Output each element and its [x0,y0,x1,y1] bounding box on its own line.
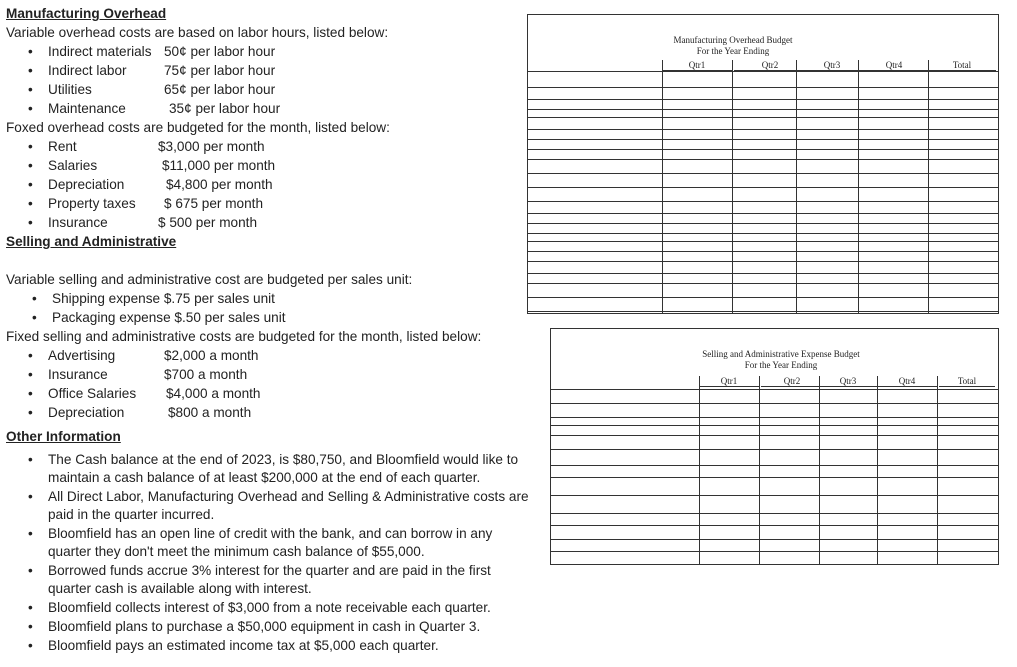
list-item: • Depreciation $800 a month [6,403,526,422]
sa-table-title: Selling and Administrative Expense Budget [702,349,860,359]
list-item: • Borrowed funds accrue 3% interest for the quarter and are paid in the first quarter cash is available along with interest. [6,562,531,598]
sa-col-qtr3: Qtr3 [819,376,877,387]
list-item: • The Cash balance at the end of 2023, is $80,750, and Bloomfield would like to maintain a cash balance of at least $200,000 at the end of each quarter. [6,451,531,487]
list-item: • Packaging expense $.50 per sales unit [6,308,526,327]
list-item: • Bloomfield pays an estimated income tax at $5,000 each quarter. [6,637,531,655]
sa-col-total: Total [939,376,995,387]
sa-grid-row-line [551,525,998,526]
mfg-table-subtitle: For the Year Ending [696,46,770,56]
other-info-heading: Other Information [6,429,121,444]
list-item: • Property taxes $ 675 per month [6,194,526,213]
sa-grid-row-line [551,403,998,404]
list-item: • Salaries $11,000 per month [6,156,526,175]
sa-grid-row-line [551,539,998,540]
sa-grid-row-line [551,435,998,436]
mfg-variable-list [6,42,526,118]
sa-grid-row-line [551,417,998,418]
mfg-fixed-list [6,137,526,232]
sa-fixed-intro: Fixed selling and administrative costs are budgeted for the month, listed below: [6,329,482,344]
other-info-list [6,451,531,655]
mfg-grid-col-line [732,60,733,313]
sa-grid-row-line [551,389,998,390]
mfg-col-qtr1: Qtr1 [662,60,732,71]
mfg-grid-col-line [858,60,859,313]
sa-grid-row-line [551,465,998,466]
sa-grid-col-line [877,376,878,564]
list-item: • Bloomfield has an open line of credit with the bank, and can borrow in any quarter they don't meet the minimum cash balance of $55,000. [6,525,531,561]
sa-grid-col-line [937,376,938,564]
list-item: • Utilities 65¢ per labor hour [6,80,526,99]
mfg-fixed-intro: Foxed overhead costs are budgeted for the month, listed below: [6,120,390,135]
list-item: • Maintenance 35¢ per labor hour [6,99,526,118]
sa-grid-row-line [551,449,998,450]
sa-col-qtr1: Qtr1 [699,376,759,387]
sa-grid-row-line [551,425,998,426]
mfg-grid-col-line [928,60,929,313]
list-item: • Advertising $2,000 a month [6,346,526,365]
mfg-col-total: Total [928,60,996,71]
other-info-section [6,428,531,656]
list-item: • Insurance $700 a month [6,365,526,384]
sa-grid-row-line [551,477,998,478]
sa-col-qtr4: Qtr4 [877,376,937,387]
list-item: • Office Salaries $4,000 a month [6,384,526,403]
list-item: • All Direct Labor, Manufacturing Overhead and Selling & Administrative costs are paid in the quarter incurred. [6,488,531,524]
sa-table-subtitle: For the Year Ending [744,360,818,370]
sa-expense-budget-table [550,328,999,565]
list-item: • Rent $3,000 per month [6,137,526,156]
list-item: • Shipping expense $.75 per sales unit [6,289,526,308]
mfg-overhead-budget-table [527,14,999,314]
list-item: • Insurance $ 500 per month [6,213,526,232]
sa-variable-list [6,289,526,327]
sa-grid-col-line [819,376,820,564]
sa-grid-row-line [551,513,998,514]
left-text-panel [6,4,526,422]
mfg-col-qtr2: Qtr2 [734,60,806,71]
list-item: • Indirect materials 50¢ per labor hour [6,42,526,61]
list-item: • Indirect labor 75¢ per labor hour [6,61,526,80]
sa-grid-row-line [551,495,998,496]
list-item: • Depreciation $4,800 per month [6,175,526,194]
selling-admin-heading: Selling and Administrative [6,234,177,249]
mfg-grid-col-line [796,60,797,313]
list-item: • Bloomfield plans to purchase a $50,000 equipment in cash in Quarter 3. [6,618,531,636]
mfg-col-qtr4: Qtr4 [858,60,930,71]
mfg-table-title: Manufacturing Overhead Budget [673,35,793,45]
sa-variable-intro: Variable selling and administrative cost are budgeted per sales unit: [6,272,413,287]
list-item: • Bloomfield collects interest of $3,000 from a note receivable each quarter. [6,599,531,617]
sa-grid-col-line [759,376,760,564]
mfg-col-qtr3: Qtr3 [796,60,868,71]
sa-col-qtr2: Qtr2 [761,376,823,387]
sa-grid-row-line [551,551,998,552]
mfg-overhead-heading: Manufacturing Overhead [6,6,167,21]
sa-fixed-list [6,346,526,422]
sa-grid-col-line [699,376,700,564]
mfg-grid-col-line [662,60,663,313]
mfg-variable-intro: Variable overhead costs are based on labor hours, listed below: [6,25,389,40]
